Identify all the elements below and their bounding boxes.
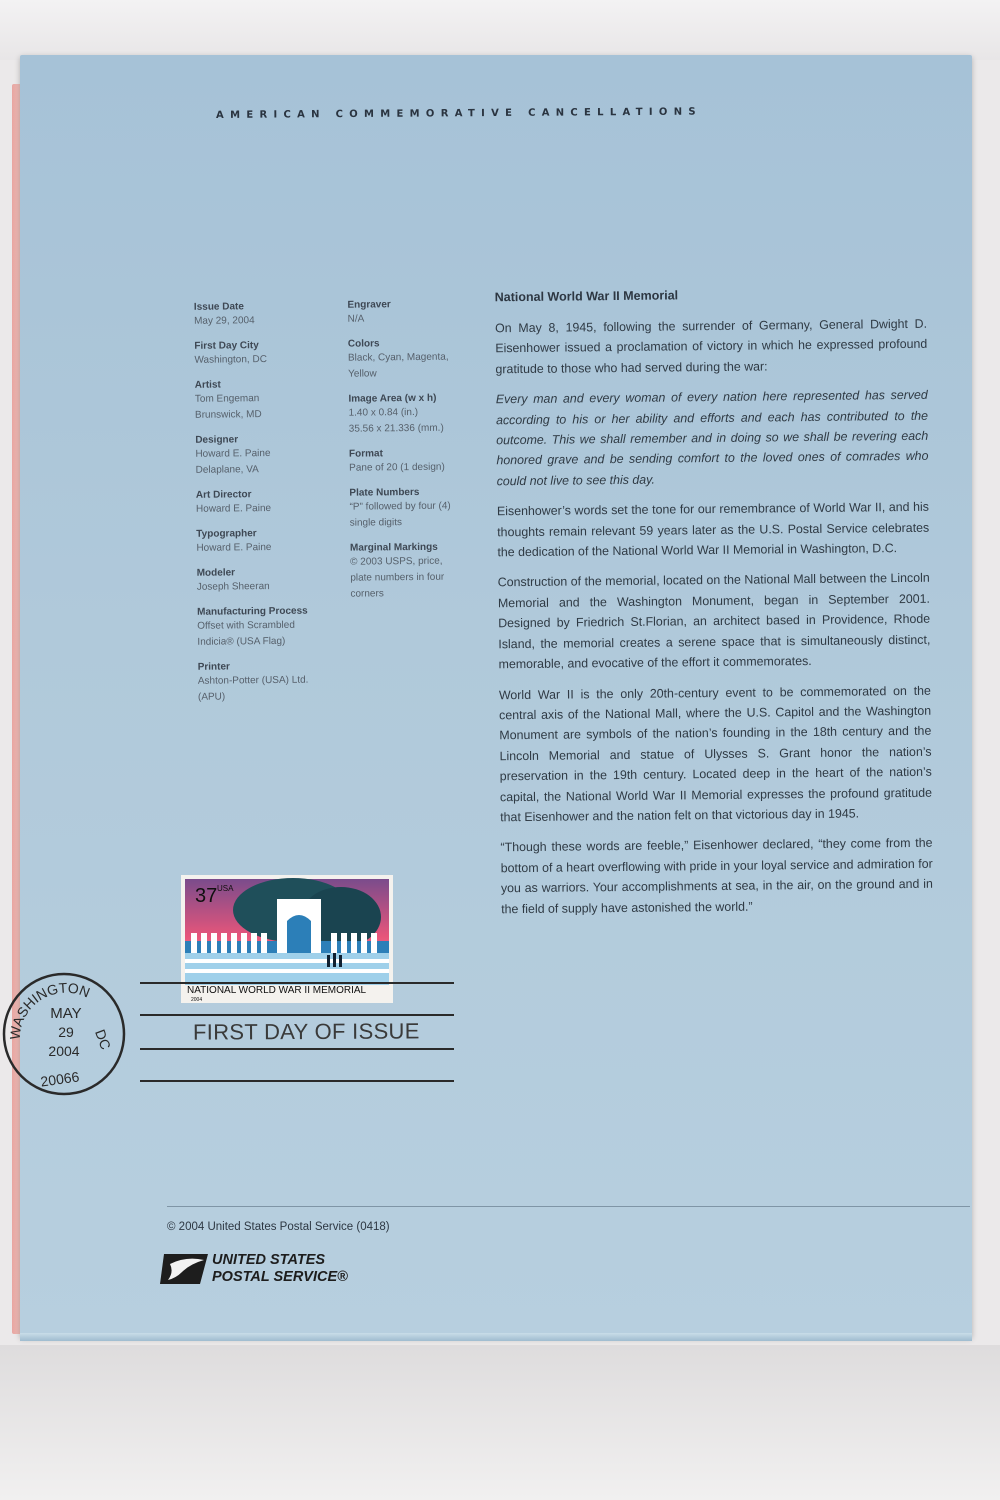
postmark-state: DC [92,1027,115,1052]
detail-field [198,659,348,706]
detail-field [348,391,478,437]
eisenhower-quote: Every man and every woman of every nation here represented has served according to his or her ability and efforts and each has contributed to the outcome. This we shall remember and in doing so we shall be revering each honored grave and be sending comfort to the loved ones of comrades who could not live to see this day. [495,387,929,489]
stamp-denomination: 37 [195,885,218,907]
stamp-year: 2004 [191,997,203,1003]
detail-label: Plate Numbers [349,486,420,499]
detail-label: Art Director [195,489,252,501]
detail-value: “P” followed by four (4) single digits [349,500,451,529]
stamp-caption: NATIONAL WORLD WAR II MEMORIAL [187,985,367,996]
cancel-line [140,1048,454,1050]
article [495,286,934,929]
first-day-of-issue-text: FIRST DAY OF ISSUE [192,1018,420,1045]
detail-label: Printer [197,661,230,673]
detail-label: Designer [195,434,239,446]
detail-value: Joseph Sheeran [196,581,270,593]
detail-label: Marginal Markings [349,541,438,554]
detail-value: Howard E. Paine [195,502,272,515]
detail-value: Offset with Scrambled Indicia® (USA Flag) [197,619,295,648]
detail-value: Pane of 20 (1 design) [349,461,445,474]
detail-label: Typographer [196,528,257,540]
detail-label: First Day City [194,340,259,352]
backdrop-top [0,0,1000,60]
detail-value: Howard E. Paine Delaplane, VA [195,448,271,476]
article-paragraph: “Though these words are feeble,” Eisenhower declared, “they come from the bottom of a heart overflowing with pride in your loyal service and admiration for you as warriors. Your accomplishments at sea, in the air, on the ground and in the field of supply have astonished the world.” [500,836,933,916]
detail-value: Tom Engeman Brunswick, MD [194,393,262,421]
article-paragraph: World War II is the only 20th-century event to be commemorated on the central axis of the National Mall, where the U.S. Capitol and the Washington Monument are symbols of the nation’s founding in the 18th century and the Lincoln Memorial and statue of Ulysses S. Grant honor the nation’s preservation in the 19th century. Located deep in the heart of the nation’s capital, the National World War II Memorial expresses the profound gratitude that Eisenhower and the nation felt on that victorious day in 1945. [498,683,933,825]
backdrop-bottom [0,1345,1000,1500]
page-bottom-edge [20,1333,972,1341]
page-header: AMERICAN COMMEMORATIVE CANCELLATIONS [215,106,702,121]
copyright-notice: © 2004 United States Postal Service (0418) [167,1221,390,1233]
usps-logo [160,1250,360,1290]
detail-field [196,487,346,518]
usps-wordmark [212,1252,348,1286]
detail-label: Manufacturing Process [197,605,308,618]
cancel-line [140,1014,454,1016]
detail-label: Modeler [196,567,236,579]
postmark-year: 2004 [48,1043,80,1059]
detail-field [195,432,345,479]
detail-value: 1.40 x 0.84 (in.) 35.56 x 21.336 (mm.) [348,406,444,435]
detail-field [197,604,347,651]
detail-label: Issue Date [193,301,244,313]
postmark [0,970,128,1098]
eagle-icon [160,1252,210,1286]
detail-field [348,336,478,382]
detail-label: Artist [194,379,221,391]
detail-value: Howard E. Paine [196,541,272,554]
detail-label: Engraver [347,299,391,311]
stamp-figures [327,953,342,967]
detail-field [194,299,344,330]
footer-divider [167,1206,970,1207]
postmark-day: 29 [58,1024,74,1040]
detail-value: Washington, DC [194,354,267,366]
postmark-city: WASHINGTON [6,979,93,1041]
detail-field [349,485,479,531]
detail-value: © 2003 USPS, price, plate numbers in four corners [350,555,445,600]
detail-value: Black, Cyan, Magenta, Yellow [347,351,449,380]
detail-field [194,338,344,369]
detail-field [349,446,479,476]
postmark-month: MAY [50,1005,82,1022]
stamp-country: USA [217,884,234,893]
stamp-details-left [194,299,348,716]
usps-line1: UNITED STATES [212,1252,326,1268]
detail-label: Image Area (w x h) [348,392,437,405]
detail-field [196,526,346,557]
detail-field [350,540,481,602]
postmark-zip: 20066 [39,1068,81,1090]
article-paragraph: On May 8, 1945, following the surrender of Germany, General Dwight D. Eisenhower issued a proclamation of victory in which he expressed profound gratitude to those who had served during the war: [494,316,928,377]
cancel-line [140,1080,454,1082]
cancel-line [140,982,454,984]
article-paragraph: Eisenhower’s words set the tone for our remembrance of World War II, and his thoughts remain relevant 59 years later as the U.S. Postal Service celebrates the dedication of the National World War II Memorial in Washington, D.C. [496,499,930,560]
usps-line2: POSTAL SERVICE® [212,1269,348,1285]
detail-value: N/A [347,313,365,325]
detail-field [195,377,345,424]
detail-label: Colors [347,338,380,350]
detail-field [197,565,347,596]
detail-value: May 29, 2004 [193,315,255,327]
detail-value: Ashton-Potter (USA) Ltd. (APU) [197,674,309,703]
stamp-details-right [347,297,480,612]
detail-field [347,297,477,327]
article-paragraph: Construction of the memorial, located on the National Mall between the Lincoln Memorial and the Washington Monument, began in September 2001. Designed by Friedrich St.Florian, an architect based in Providence, Rhode Island, the memorial creates a serene space that is simultaneously distinct, memorable, and evocative of the effort it commemorates. [497,571,931,672]
detail-label: Format [348,448,383,460]
article-title: National World War II Memorial [494,288,679,305]
